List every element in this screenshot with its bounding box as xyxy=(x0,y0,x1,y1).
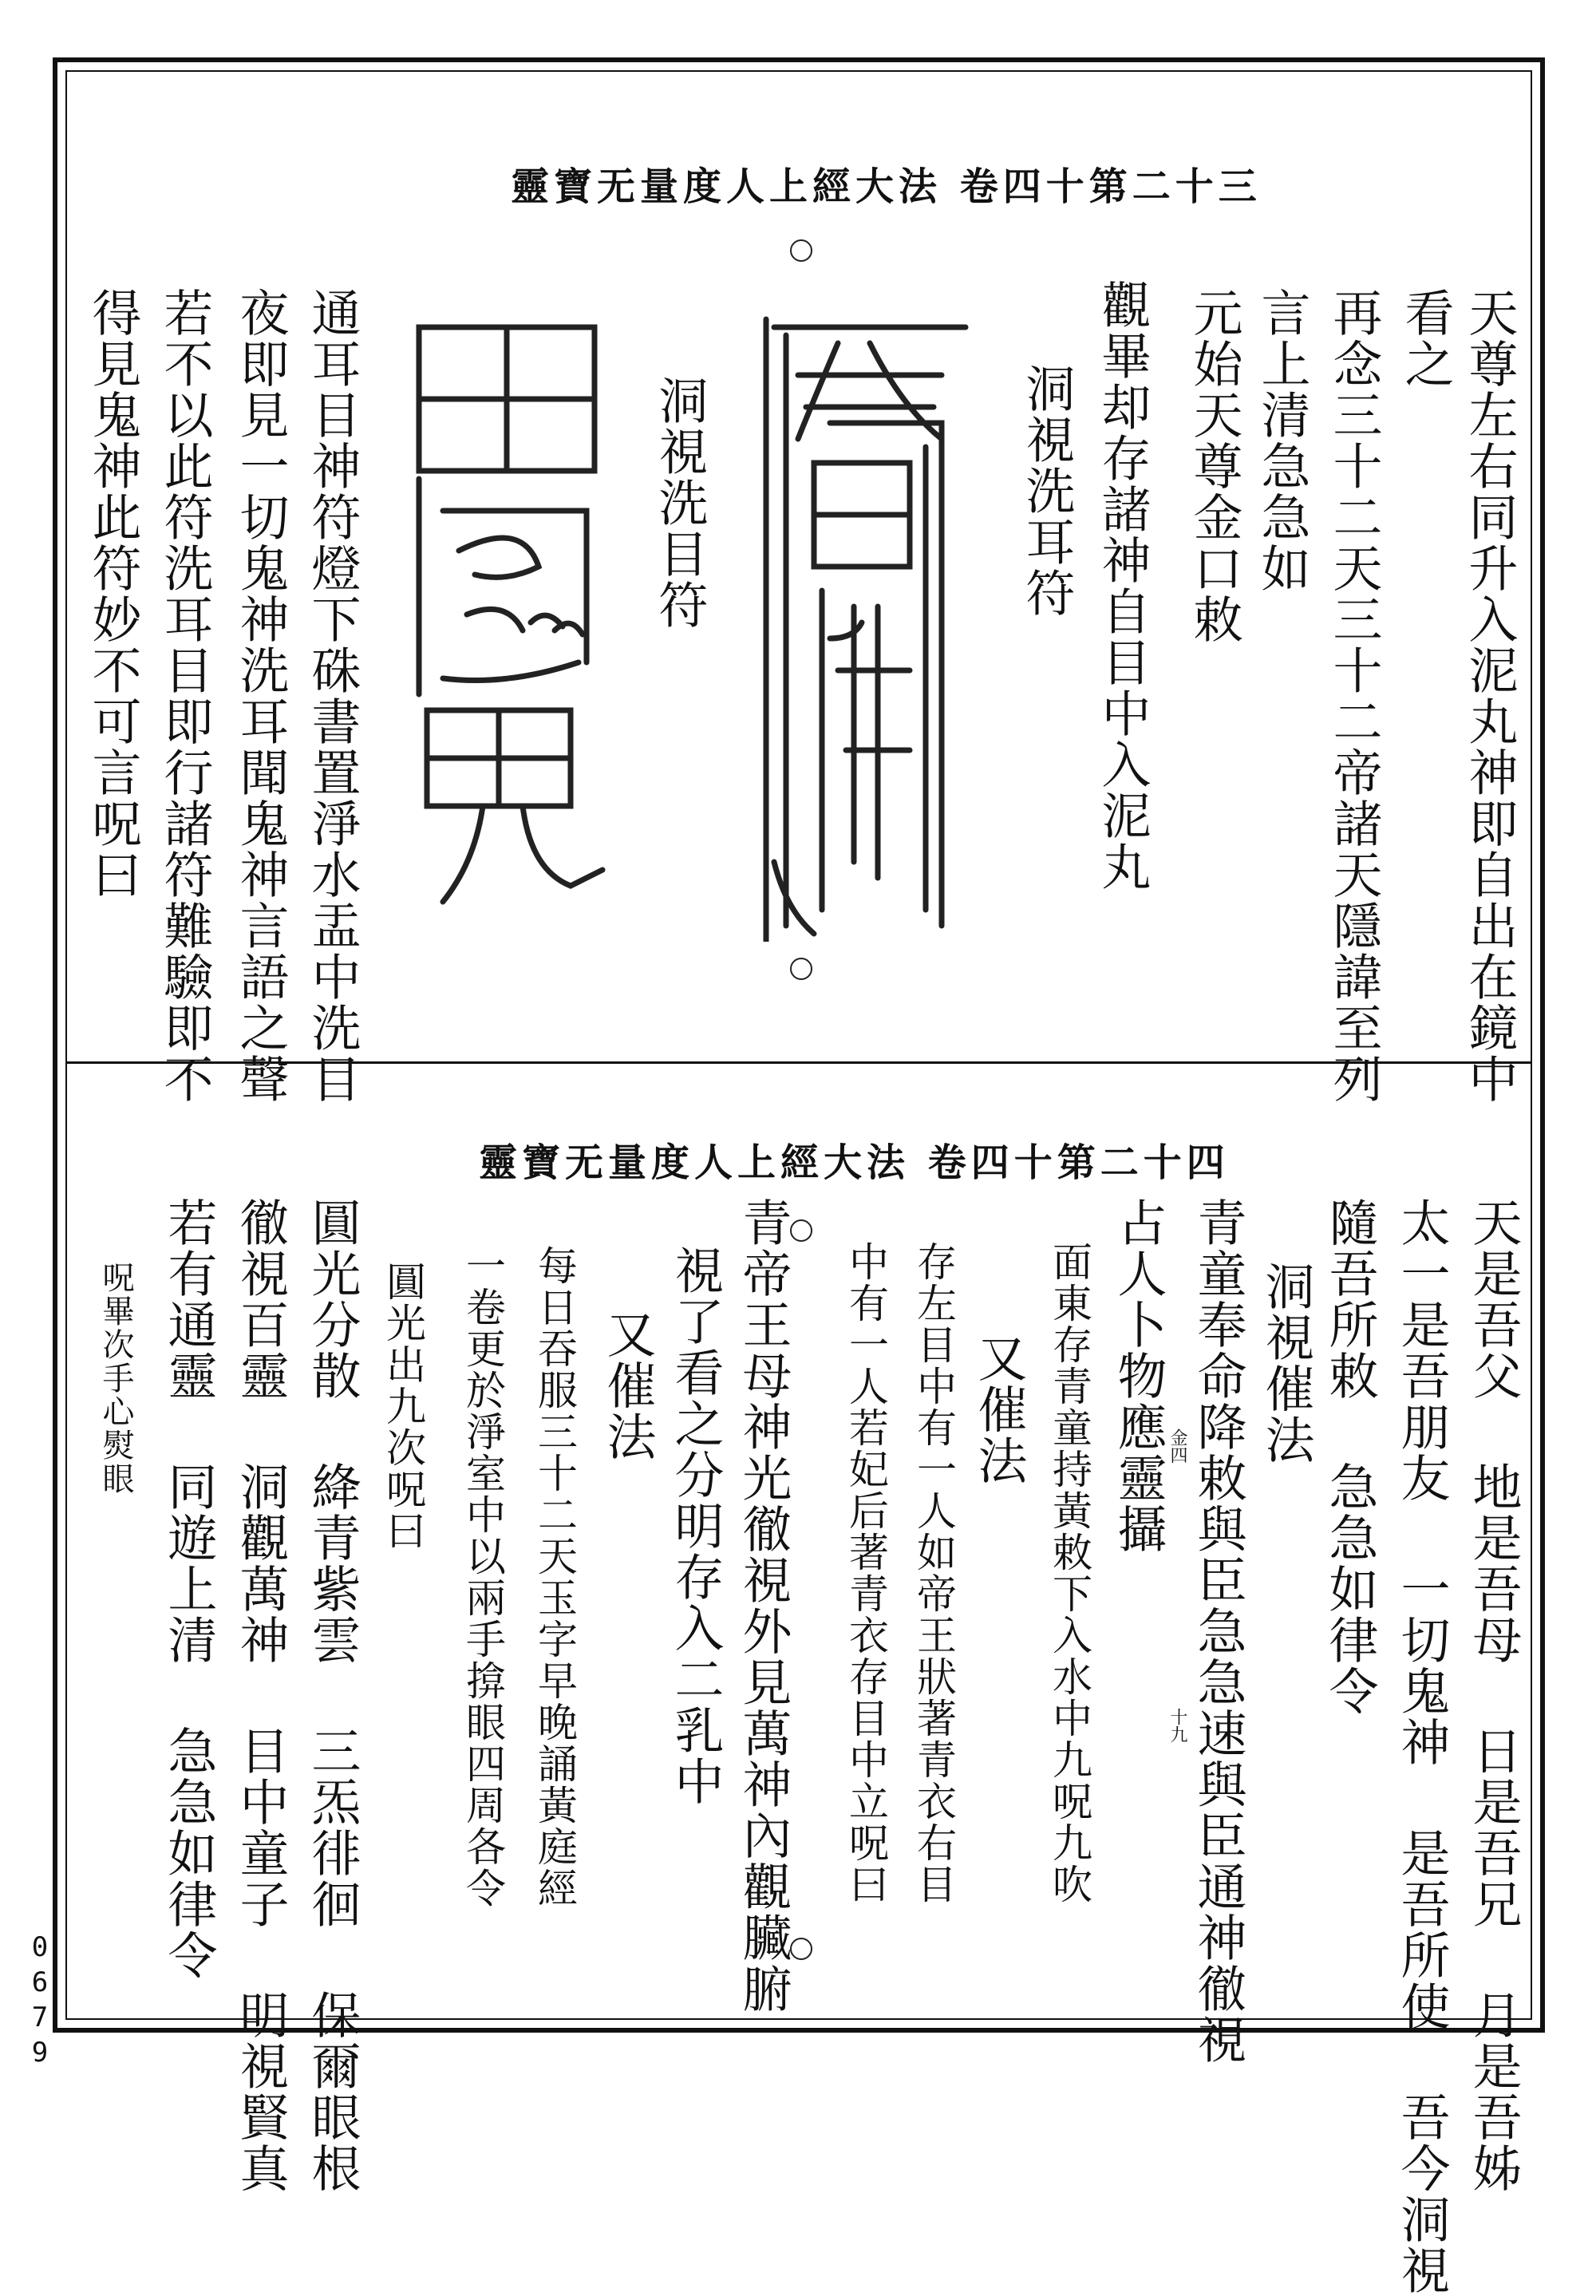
top-col-4: 言上清急急如 xyxy=(1253,287,1311,594)
binding-hole xyxy=(790,239,812,262)
binding-hole xyxy=(790,1938,812,1960)
bottom-col-2: 太一是吾朋友 一切鬼神 是吾所使 吾今洞視 xyxy=(1393,1197,1451,2296)
bottom-col-4: 洞視催法 xyxy=(1257,1261,1315,1465)
bottom-col-18: 徹視百靈 洞觀萬神 目中童子 明視賢真 xyxy=(231,1197,290,2194)
bottom-col-7: 面東存青童持黃敕下入水中九呪九吹 xyxy=(1046,1241,1092,1905)
top-col-12: 得見鬼神此符妙不可言呪曰 xyxy=(84,287,142,900)
ear-washing-talisman xyxy=(750,303,990,942)
bottom-col-19: 若有通靈 同遊上清 急急如律令 xyxy=(160,1197,218,1981)
top-col-talisman-label-eye: 洞視洗目符 xyxy=(650,375,709,630)
bottom-col-5: 青童奉命降敕與臣急急速與臣通神徹視 xyxy=(1189,1197,1247,2065)
binding-hole xyxy=(790,1219,812,1242)
top-header: 靈寶无量度人上經大法 卷四十第二十三 xyxy=(511,164,1262,209)
page-number: 0679 xyxy=(24,1931,56,2072)
bottom-col-17: 圓光分散 絳青紫雲 三炁徘徊 保爾眼根 xyxy=(303,1197,361,2194)
binding-hole xyxy=(790,958,812,980)
top-col-3: 再念三十二天三十二帝諸天隱諱至列 xyxy=(1325,287,1383,1105)
top-col-9: 通耳目神符燈下硃書置淨水盂中洗目 xyxy=(303,287,361,1105)
bottom-header: 靈寶无量度人上經大法 卷四十第二十四 xyxy=(479,1140,1230,1185)
folio-marker: 金四 xyxy=(1167,1429,1187,1464)
bottom-col-10: 中有一人若妃后著青衣存目中立呪曰 xyxy=(843,1241,889,1905)
bottom-col-20: 呪畢次手心熨眼 xyxy=(97,1261,134,1496)
top-col-11: 若不以此符洗耳目即行諸符難驗即不 xyxy=(156,287,214,1105)
bottom-col-8: 又催法 xyxy=(970,1333,1028,1486)
bottom-col-16: 圓光出九次呪曰 xyxy=(380,1261,426,1551)
bottom-col-1: 天是吾父 地是吾母 日是吾兄 月是吾姊 xyxy=(1464,1197,1523,2194)
top-col-2: 看之 xyxy=(1396,287,1455,389)
top-col-5: 元始天尊金口敕 xyxy=(1185,287,1243,645)
eye-washing-talisman xyxy=(411,311,618,918)
bottom-col-9: 存左目中有一人如帝王狀著青衣右目 xyxy=(911,1241,957,1905)
top-col-talisman-label-ear: 洞視洗耳符 xyxy=(1017,363,1076,618)
bottom-col-11: 青帝王母神光徹視外見萬神內觀臟腑 xyxy=(734,1197,792,2014)
top-col-6: 觀畢却存諸神自目中入泥丸 xyxy=(1093,279,1152,892)
bottom-col-12: 視了看之分明存入二乳中 xyxy=(666,1245,725,1807)
bottom-col-14: 每日吞服三十二天玉字早晚誦黃庭經 xyxy=(531,1245,578,1909)
bottom-col-13: 又催法 xyxy=(598,1309,657,1462)
folio-marker: 十九 xyxy=(1167,1708,1187,1743)
bottom-col-3: 隨吾所敕 急急如律令 xyxy=(1321,1197,1379,1717)
top-col-1: 天尊左右同升入泥丸神即自出在鏡中 xyxy=(1460,287,1519,1105)
top-col-10: 夜即見一切鬼神洗耳聞鬼神言語之聲 xyxy=(231,287,290,1105)
bottom-col-15: 一卷更於淨室中以兩手揜眼四周各令 xyxy=(460,1245,506,1909)
bottom-col-6: 占人卜物應靈攝 xyxy=(1109,1197,1167,1555)
